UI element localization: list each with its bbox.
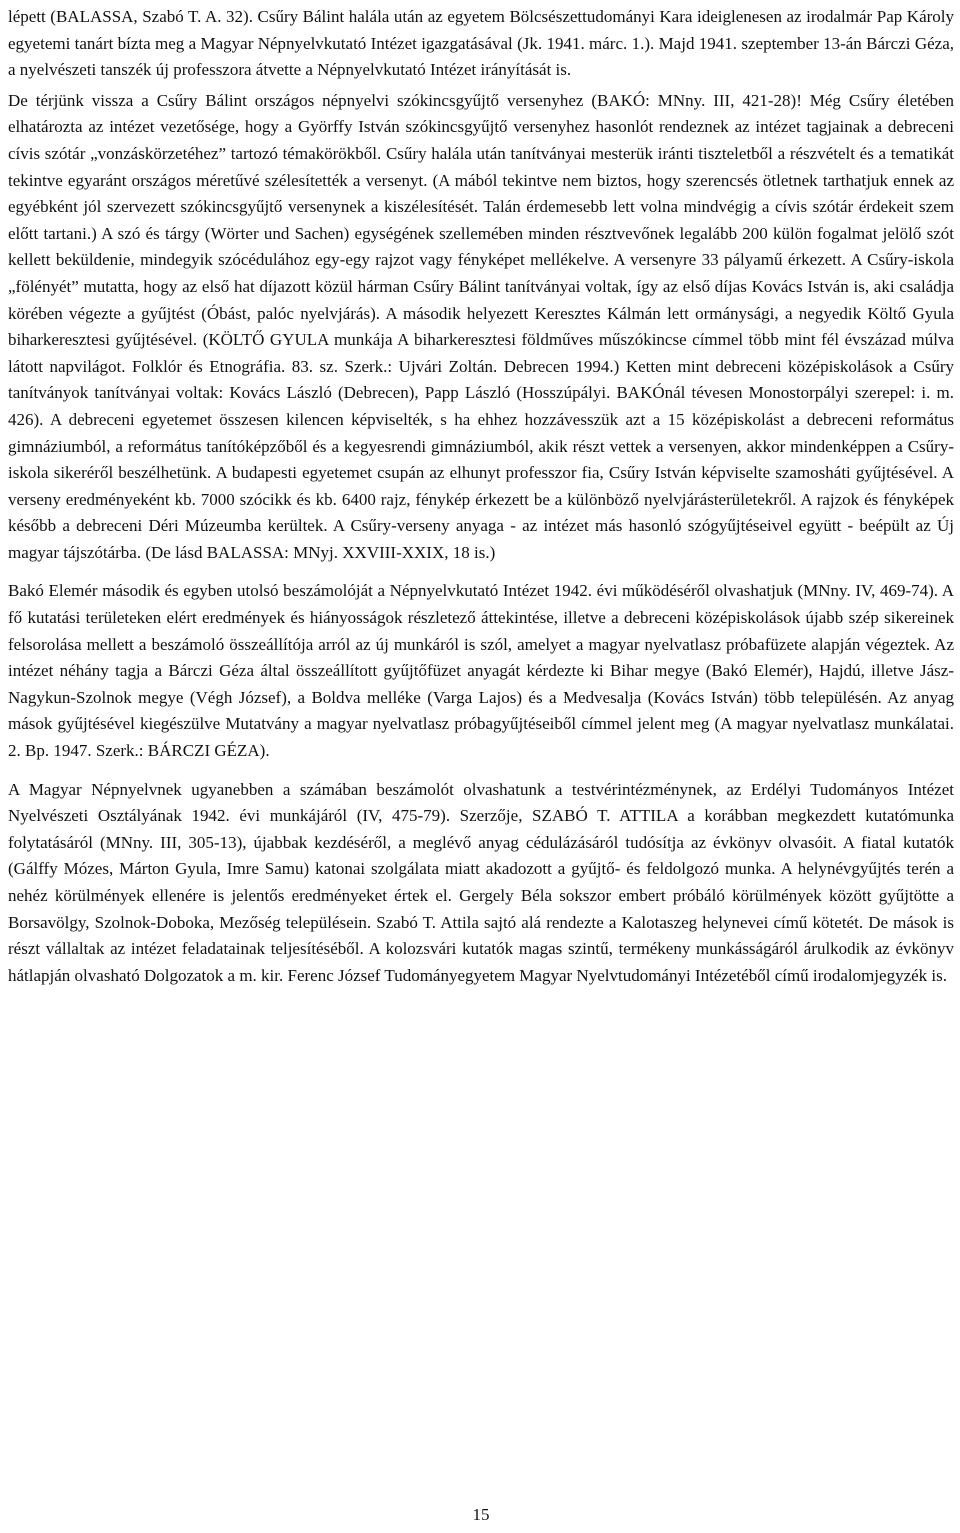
paragraph-transylvanian-institute: A Magyar Népnyelvnek ugyanebben a számában beszámolót olvashatunk a testvérintézménynek, az Erdélyi Tudományos Intézet Nyelvészeti Osztályának 1942. évi munkájáról (IV, 475-79). Szerzője, SZABÓ T. ATTILA a korábban megkezdett kutatómunka folytatásáról (MNny. III, 305-13), újabbak kezdéséről, a meglévő anyag cédulázásáról tudósítja az évkönyv olvasóit. A fiatal kutatók (Gálffy Mózes, Márton Gyula, Imre Samu) katonai szolgálata miatt akadozott a gyűjtő- és feldolgozó munka. A helynévgyűjtés terén a nehéz körülmények ellenére is jelentős eredményeket értek el. Gergely Béla sokszor embert próbáló körülmények között gyűjtötte a Borsavölgy, Szolnok-Doboka, Mezőség településein. Szabó T. Attila sajtó alá rendezte a Kalotaszeg helynevei című kötetét. De mások is részt vállaltak az intézet feladatainak teljesítéséből. A kolozsvári kutatók magas szintű, termékeny munkásságáról árulkodik az évkönyv hátlapján olvasható Dolgozatok a m. kir. Ferenc József Tudományegyetem Magyar Nyelvtudományi Intézetéből című irodalomjegyzék is. (8, 779, 954, 985)
paragraph-bako-report: Bakó Elemér második és egyben utolsó beszámolóját a Népnyelvkutató Intézet 1942. évi működéséről olvashatjuk (MNny. IV, 469-74). A fő kutatási területeken elért eredmények és hiányosságok részletező áttekintése, illetve a debreceni középiskolások újabb szép sikereinek felsorolása mellett a beszámoló összeállítója arról az új munkáról is szól, amelyet a magyar nyelvatlasz próbafüzete alapján végeztek. Az intézet néhány tagja a Bárczi Géza által összeállított gyűjtőfüzet anyagát kérdezte ki Bihar megye (Bakó Elemér), Hajdú, illetve Jász-Nagykun-Szolnok megye (Végh József), a Boldva melléke (Varga Lajos) és a Medvesalja (Kovács István) több településén. Az anyag mások gyűjtésével kiegészülve Mutatvány a magyar nyelvatlasz próbagyűjtéseiből címmel jelent meg (A magyar nyelvatlasz munkálatai. 2. Bp. 1947. Szerk.: BÁRCZI GÉZA). (8, 581, 954, 761)
paragraph-csury-competition: De térjünk vissza a Csűry Bálint országos népnyelvi szókincsgyűjtő versenyhez (BAKÓ: MNny. III, 421-28)! Még Csűry életében elhatározta az intézet vezetősége, hogy a Györffy István szókincsgyűjtő versenyhez hasonlót rendeznek az intézet tagjainak a debreceni cívis szótár „vonzáskörzetéhez” tartozó témakörökből. Csűry halála után tanítványai mesterük iránti tiszteletből a részvételt és a tematikát tekintve egyaránt országos méretűvé szélesítették a versenyt. (A mából tekintve nem biztos, hogy szerencsés ötletnek tarthatjuk ennek az egyébként jól szervezett szókincsgyűjtő versenynek a kiszélesítését. Talán érdemesebb lett volna mindvégig a cívis szótár érdekeit szem előtt tartani.) A szó és tárgy (Wörter und Sachen) egységének szellemében minden résztvevőnek legalább 200 külön fogalmat jelölő szót kellett beküldenie, mindegyik szócédulához egy-egy rajzot vagy fényképet mellékelve. A versenyre 33 pályamű érkezett. A Csűry-iskola „fölényét” mutatta, hogy az első hat díjazott közül hárman Csűry Bálint tanítványai voltak, így az első díjas Kovács István is, aki családja körében végezte a gyűjtést (Óbást, palóc nyelvjárás). A második helyezett Keresztes Kálmán lett ormánysági, a negyedik Költő Gyula biharkeresztesi gyűjtésével. (KÖLTŐ GYULA munkája A biharkeresztesi földműves műszókincse címmel több mint fél évszázad múlva látott napvilágot. Folklór és Etnográfia. 83. sz. Szerk.: Ujvári Zoltán. Debrecen 1994.) Ketten mint debreceni középiskolások a Csűry tanítványok tanítványai voltak: Kovács László (Debrecen), Papp László (Hosszúpályi. BAKÓnál tévesen Monostorpályi szerepel: i. m. 426). A debreceni egyetemet összesen kilencen képviselték, s ha ehhez hozzávesszük azt a 15 középiskolást a debreceni református gimnáziumból, a református tanítóképzőből és a kegyesrendi gimnáziumból, akik részt vettek a versenyen, akkor mindenképpen a Csűry-iskola sikeréről beszélhetünk. A budapesti egyetemet csupán az elhunyt professzor fia, Csűry István képviselte szamosháti gyűjtésével. A verseny eredményeként kb. 7000 szócikk és kb. 6400 rajz, fénykép érkezett be a különböző nyelvjárásterületekről. A rajzok és fényképek később a debreceni Déri Múzeumba kerültek. A Csűry-verseny anyaga - az intézet más hasonló szógyűjtéseivel együtt - beépült az Új magyar tájszótárba. (De lásd BALASSA: MNyj. XXVIII-XXIX, 18 is.) (8, 90, 954, 562)
document-page (8, 4, 954, 1529)
page-number: 15 (472, 1505, 490, 1524)
paragraph-intro-continued: lépett (BALASSA, Szabó T. A. 32). Csűry Bálint halála után az egyetem Bölcsészettudományi Kara ideiglenesen az irodalmár Pap Károly egyetemi tanárt bízta meg a Magyar Népnyelvkutató Intézet igazgatásával (Jk. 1941. márc. 1.). Majd 1941. szeptember 13-án Bárczi Géza, a nyelvészeti tanszék új professzora átvette a Népnyelvkutató Intézet irányítását is. (8, 7, 954, 80)
